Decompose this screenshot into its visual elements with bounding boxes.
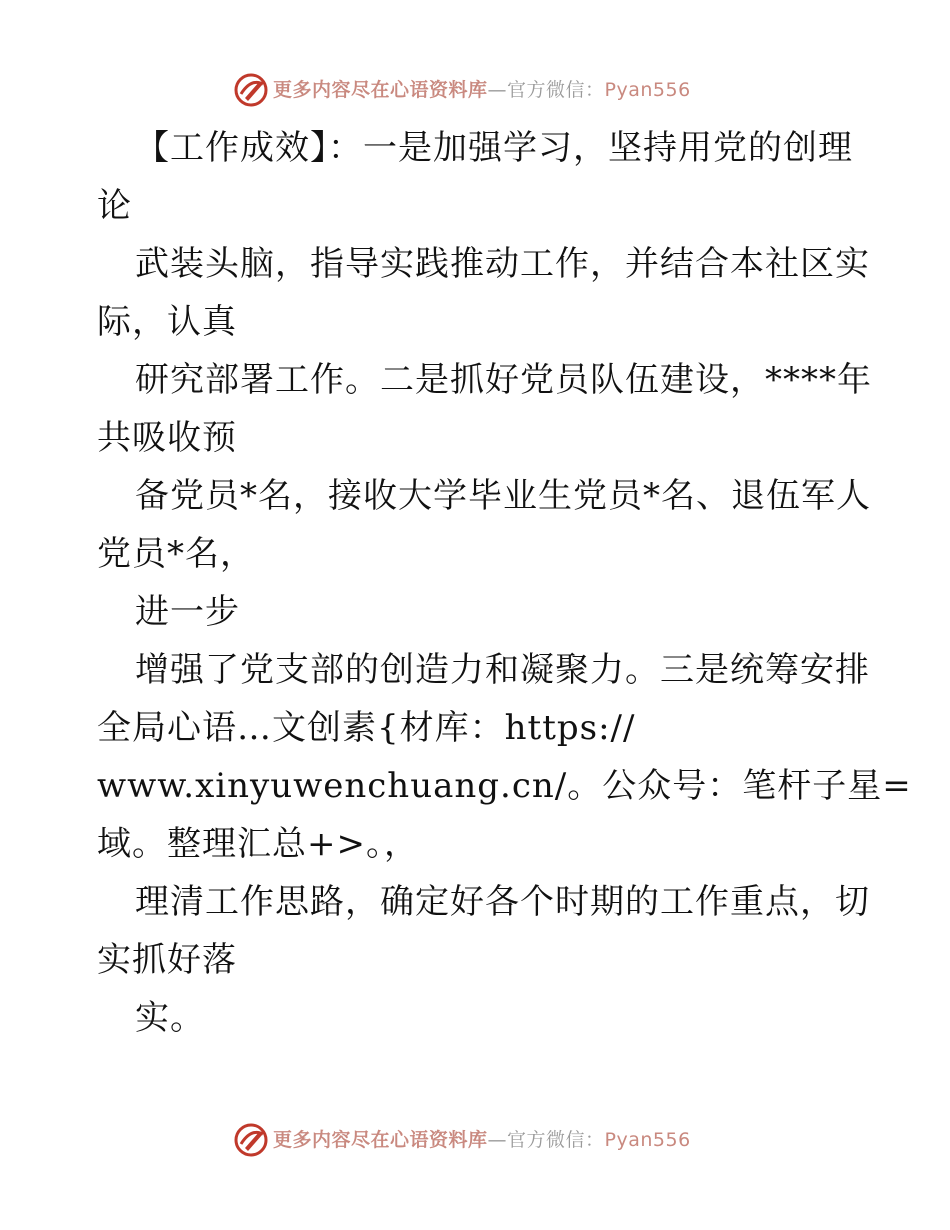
body-line: 全局心语…文创素{材库：https:// xyxy=(97,708,636,748)
body-line: 备党员*名，接收大学毕业生党员*名、退伍军人 xyxy=(135,476,871,516)
body-line: www.xinyuwenchuang.cn/。公众号：笔杆子星= xyxy=(97,766,912,806)
body-line: 际，认真 xyxy=(97,302,237,342)
body-line: 共吸收预 xyxy=(97,418,237,458)
banner-sub-text: 官方微信： xyxy=(507,1129,605,1151)
footer-banner-text xyxy=(273,1127,691,1153)
footer-banner xyxy=(0,1120,950,1160)
banner-wechat-id: Pyan556 xyxy=(604,1129,691,1151)
body-line: 【工作成效】：一是加强学习，坚持用党的创理 xyxy=(135,128,853,168)
banner-separator: — xyxy=(487,79,508,101)
body-line: 实抓好落 xyxy=(97,940,237,980)
header-banner-text xyxy=(273,77,691,103)
body-line: 进一步 xyxy=(135,592,240,632)
brand-logo-icon xyxy=(233,72,269,108)
body-line: 域。整理汇总+>。， xyxy=(97,824,419,864)
body-line: 增强了党支部的创造力和凝聚力。三是统筹安排 xyxy=(135,650,870,690)
body-line: 研究部署工作。二是抓好党员队伍建设，****年 xyxy=(135,360,872,400)
header-banner xyxy=(0,70,950,110)
body-line: 武装头脑，指导实践推动工作，并结合本社区实 xyxy=(135,244,870,284)
body-line: 党员*名， xyxy=(97,534,255,574)
brand-logo-icon xyxy=(233,1122,269,1158)
banner-main-text: 更多内容尽在心语资料库 xyxy=(273,1129,488,1151)
banner-separator: — xyxy=(487,1129,508,1151)
banner-sub-text: 官方微信： xyxy=(507,79,605,101)
banner-main-text: 更多内容尽在心语资料库 xyxy=(273,79,488,101)
body-line: 实。 xyxy=(135,998,205,1038)
body-line: 论 xyxy=(97,186,132,226)
banner-wechat-id: Pyan556 xyxy=(604,79,691,101)
body-line: 理清工作思路，确定好各个时期的工作重点，切 xyxy=(135,882,870,922)
